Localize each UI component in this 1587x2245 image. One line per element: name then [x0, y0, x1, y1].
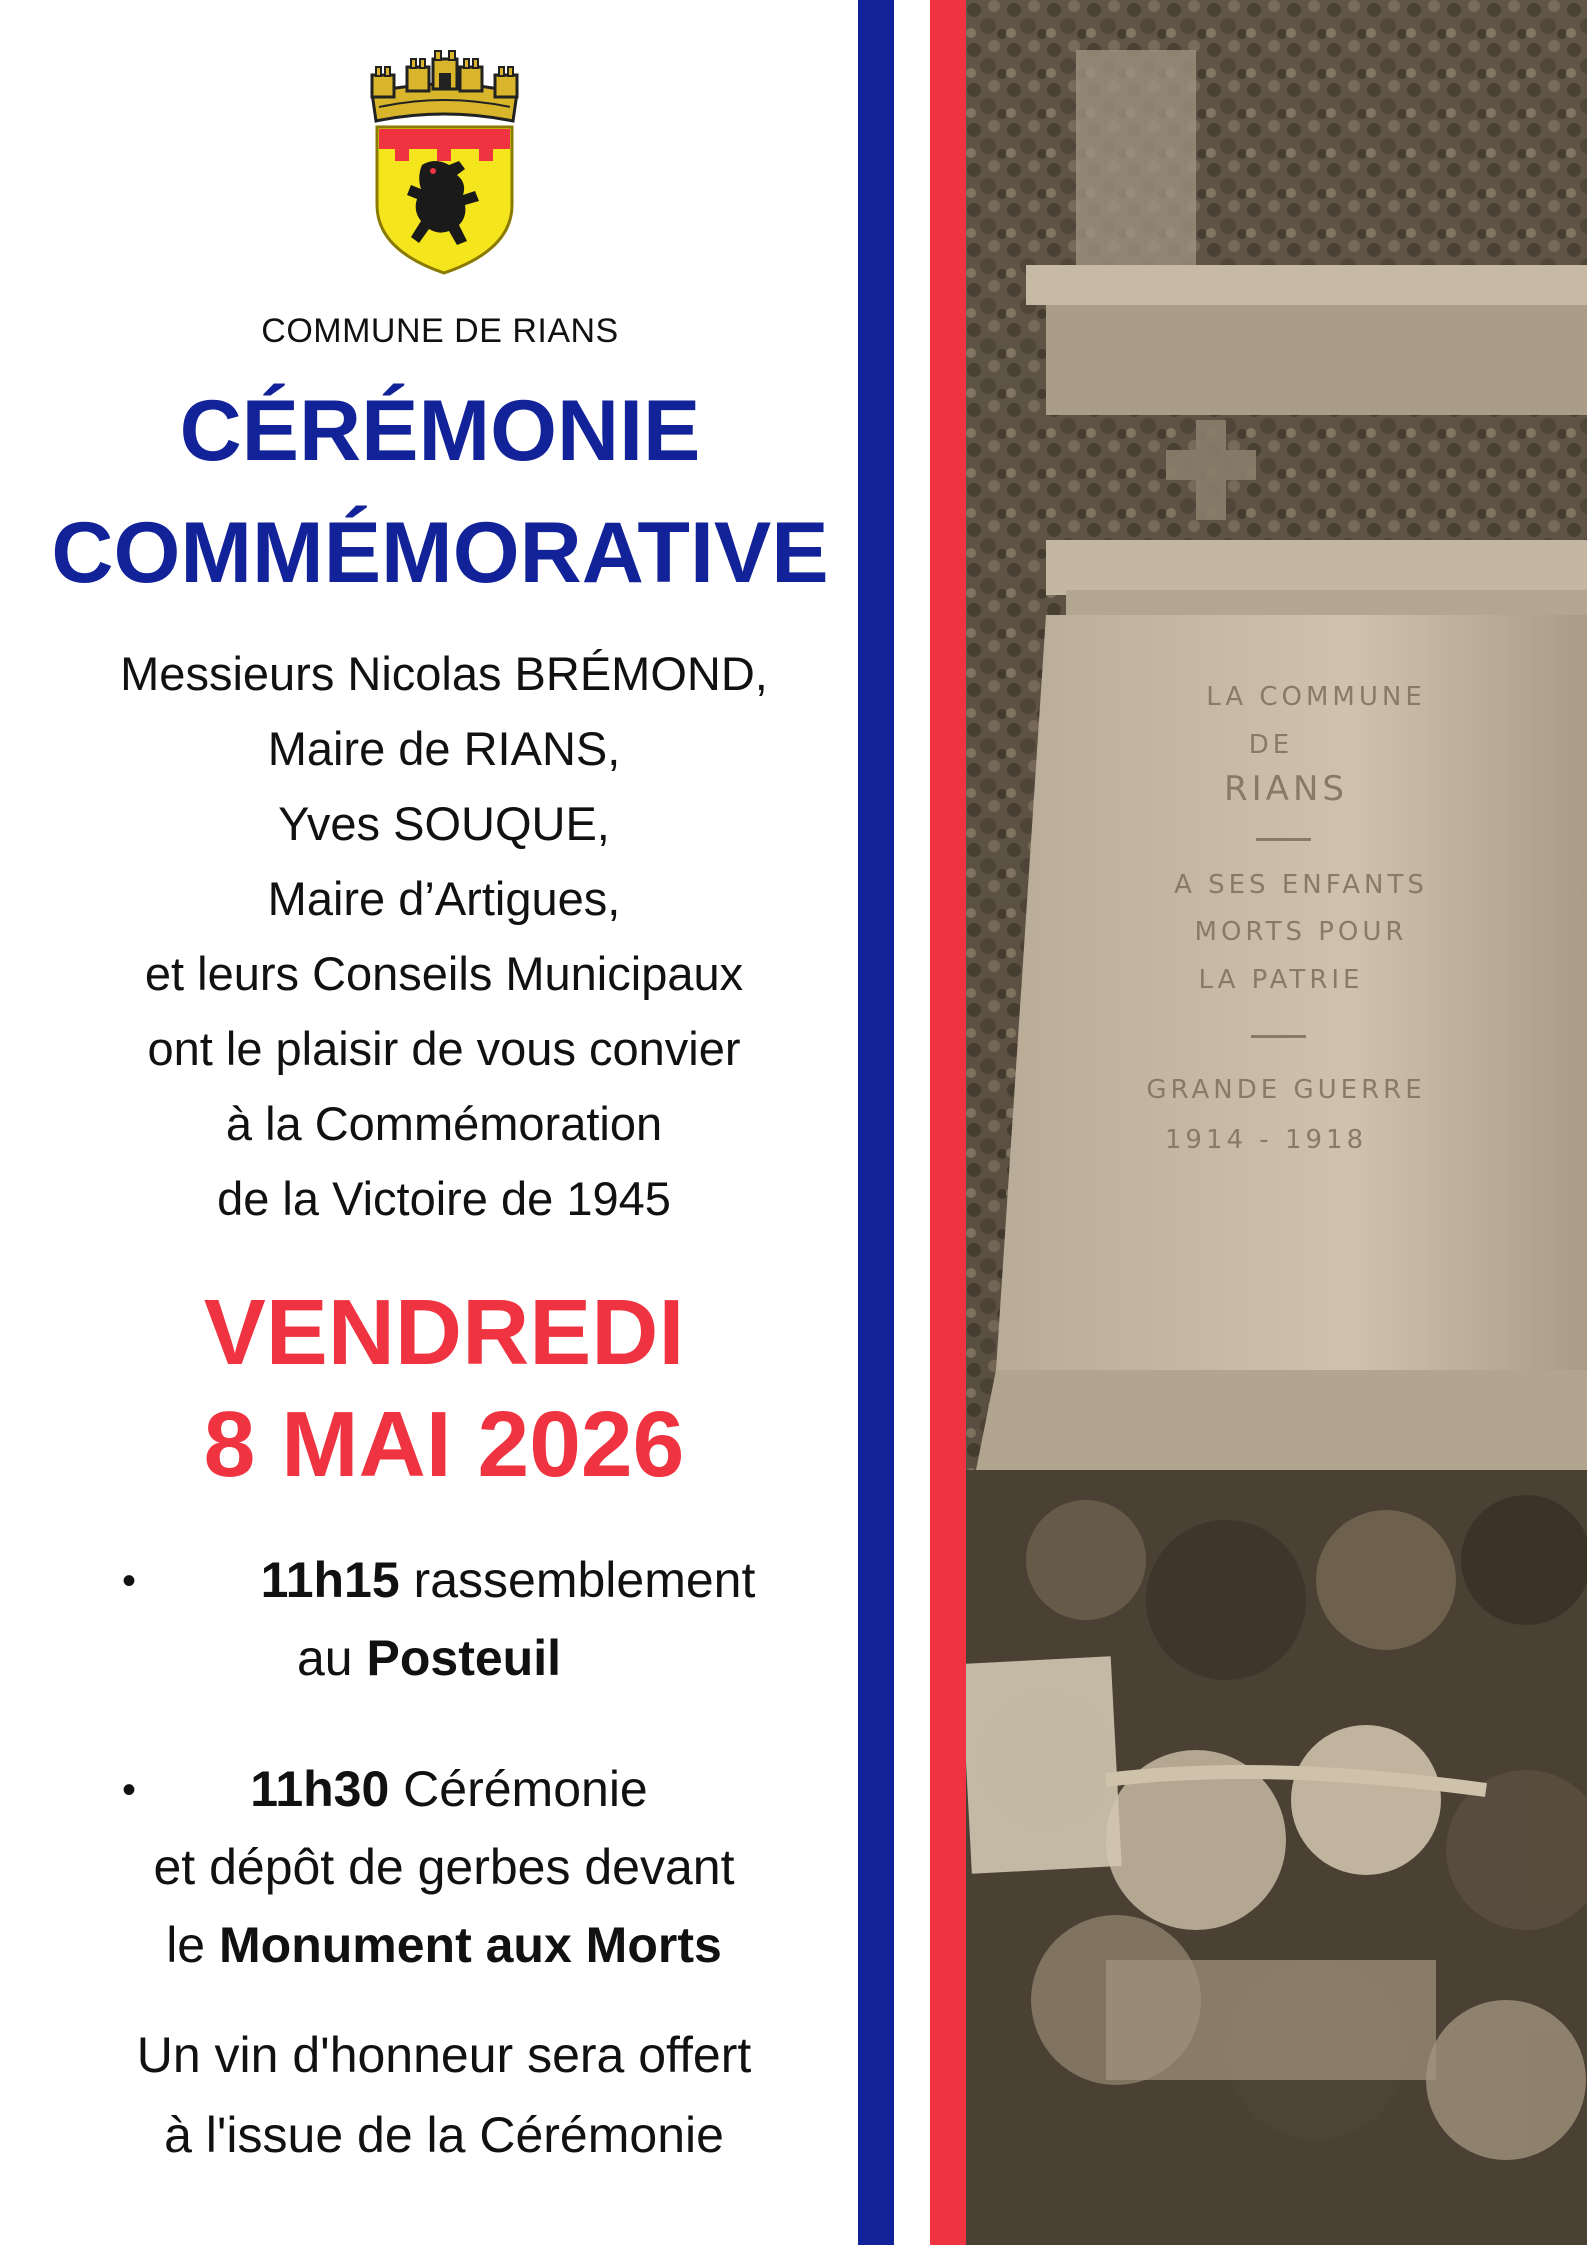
schedule-item-ceremony: [0, 1750, 888, 1984]
inscription-line: MORTS POUR: [1194, 917, 1408, 947]
shield-icon: [377, 127, 512, 273]
schedule-place: Posteuil: [366, 1630, 561, 1686]
invitation-line: Maire de RIANS,: [267, 722, 621, 775]
event-date: 8 MAI 2026: [203, 1392, 685, 1496]
inscription-line: DE: [1248, 730, 1294, 760]
schedule-text: le: [166, 1917, 219, 1973]
schedule-text: Cérémonie: [389, 1761, 648, 1817]
war-memorial-photo: [966, 0, 1587, 2245]
inscription-line: RIANS: [1224, 769, 1348, 809]
schedule-text: et dépôt de gerbes devant: [153, 1839, 735, 1895]
inscription-line: GRANDE GUERRE: [1146, 1075, 1426, 1105]
bullet-icon: •: [122, 1768, 137, 1812]
inscription-line: LA PATRIE: [1198, 965, 1364, 995]
rians-coat-of-arms-icon: [367, 45, 522, 275]
inscription-line: LA COMMUNE: [1206, 682, 1426, 712]
schedule-text: rassemblement: [399, 1552, 756, 1608]
mural-crown-icon: [372, 51, 517, 121]
invitation-text: [0, 636, 888, 1236]
flag-stripe-blue: [858, 0, 894, 2245]
inscription-line: 1914 - 1918: [1164, 1125, 1368, 1155]
schedule-item-gathering: [0, 1541, 888, 1697]
title-line-2: COMMÉMORATIVE: [51, 505, 829, 601]
commune-name: COMMUNE DE RIANS: [261, 312, 619, 350]
closing-line: Un vin d'honneur sera offert: [136, 2027, 752, 2083]
bullet-icon: •: [122, 1559, 137, 1603]
invitation-line: et leurs Conseils Municipaux: [144, 947, 744, 1000]
schedule-text: au: [297, 1630, 367, 1686]
flag-stripe-white: [894, 0, 930, 2245]
invitation-line: Maire d’Artigues,: [267, 872, 621, 925]
schedule-time: 11h15: [260, 1552, 400, 1608]
event-day: VENDREDI: [203, 1280, 685, 1384]
flag-stripe-red: [930, 0, 966, 2245]
closing-text: [0, 2015, 888, 2175]
schedule-place: Monument aux Morts: [219, 1917, 722, 1973]
invitation-line: ont le plaisir de vous convier: [147, 1022, 741, 1075]
inscription-line: A SES ENFANTS: [1174, 870, 1428, 900]
closing-line: à l'issue de la Cérémonie: [164, 2107, 724, 2163]
invitation-line: à la Commémoration: [225, 1097, 663, 1150]
invitation-line: de la Victoire de 1945: [217, 1172, 671, 1225]
invitation-line: Messieurs Nicolas BRÉMOND,: [120, 647, 768, 700]
invitation-line: Yves SOUQUE,: [278, 797, 610, 850]
schedule-time: 11h30: [250, 1761, 390, 1817]
title-line-1: CÉRÉMONIE: [179, 383, 701, 479]
